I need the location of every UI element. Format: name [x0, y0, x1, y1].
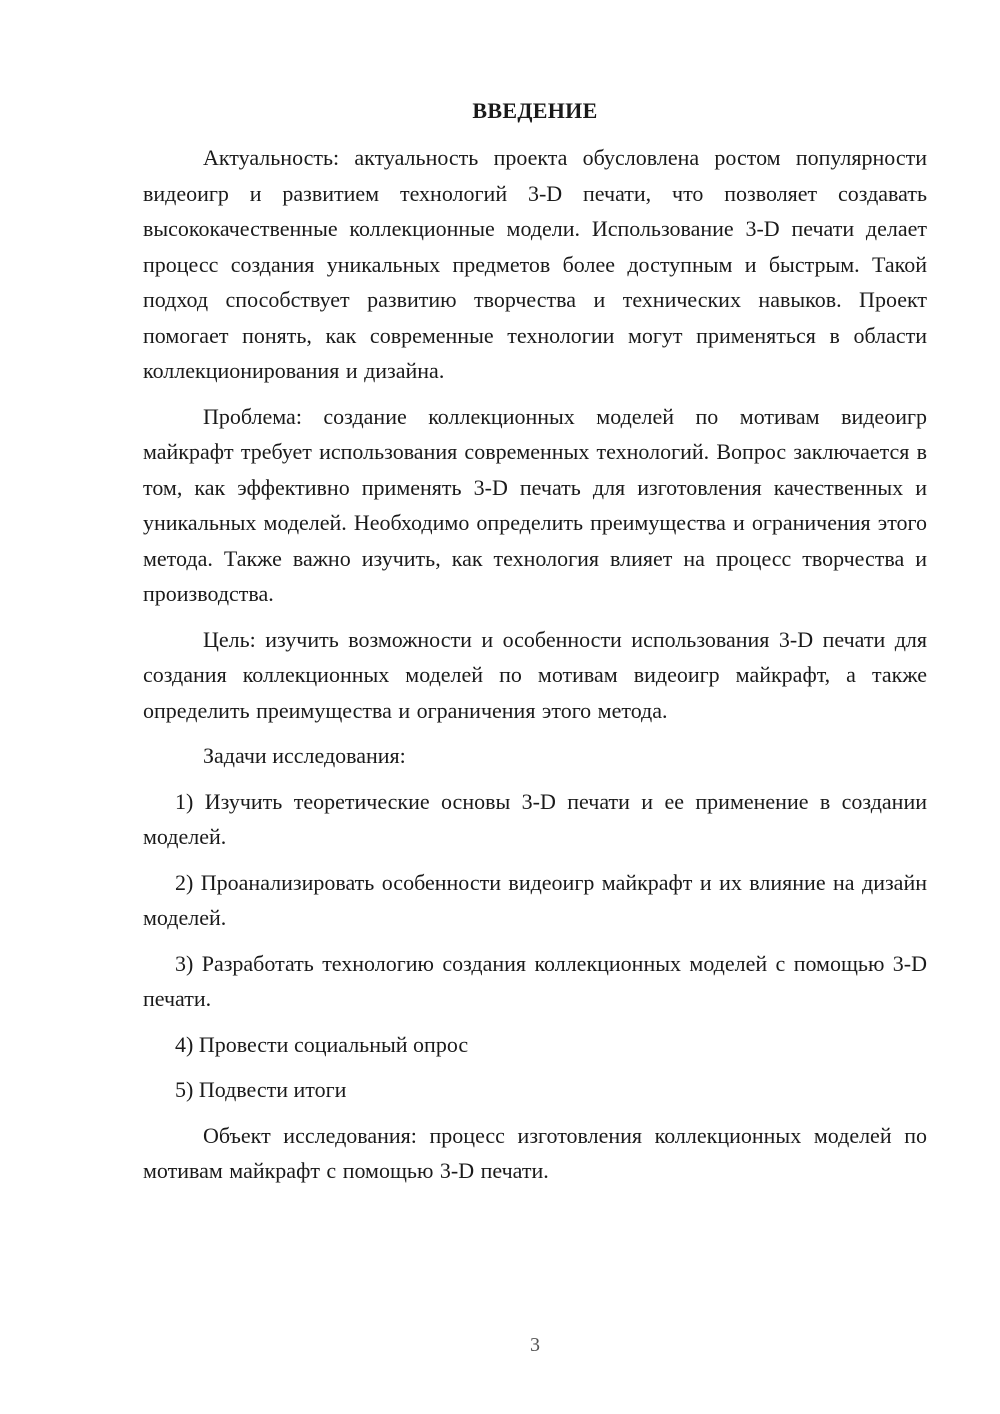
task-item-1: 1) Изучить теоретические основы 3-D печати и ее применение в создании моделей. — [143, 788, 927, 849]
tasks-heading: Задачи исследования: — [203, 743, 406, 768]
paragraph-problem: Проблема: создание коллекционных моделей по мотивам видеоигр майкрафт требует использования современных технологий. Вопрос заключается в том, как эффективно применять 3-D печать для изготовления качественных и уникальных моделей. Необходимо определить преимущества и ограничения этого метода. Также важно изучить, как технология влияет на процесс творчества и производства. — [143, 403, 927, 606]
section-title: ВВЕДЕНИЕ — [472, 98, 598, 123]
page-content — [143, 94, 927, 1199]
paragraph-goal: Цель: изучить возможности и особенности использования 3-D печати для создания коллекционных моделей по мотивам видеоигр майкрафт, а также определить преимущества и ограничения этого метода. — [143, 626, 927, 723]
task-item-2: 2) Проанализировать особенности видеоигр майкрафт и их влияние на дизайн моделей. — [143, 869, 927, 930]
task-item-4: 4) Провести социальный опрос — [175, 1031, 469, 1057]
paragraph-object: Объект исследования: процесс изготовления коллекционных моделей по мотивам майкрафт с помощью 3-D печати. — [143, 1122, 927, 1183]
page-number: 3 — [530, 1334, 540, 1356]
task-item-3: 3) Разработать технологию создания коллекционных моделей с помощью 3-D печати. — [143, 950, 927, 1011]
paragraph-relevance: Актуальность: актуальность проекта обусловлена ростом популярности видеоигр и развитием технологий 3-D печати, что позволяет создавать высококачественные коллекционные модели. Использование 3-D печати делает процесс создания уникальных предметов более доступным и быстрым. Такой подход способствует развитию творчества и технических навыков. Проект помогает понять, как современные технологии могут применяться в области коллекционирования и дизайна. — [143, 145, 927, 383]
task-item-5: 5) Подвести итоги — [175, 1077, 347, 1102]
